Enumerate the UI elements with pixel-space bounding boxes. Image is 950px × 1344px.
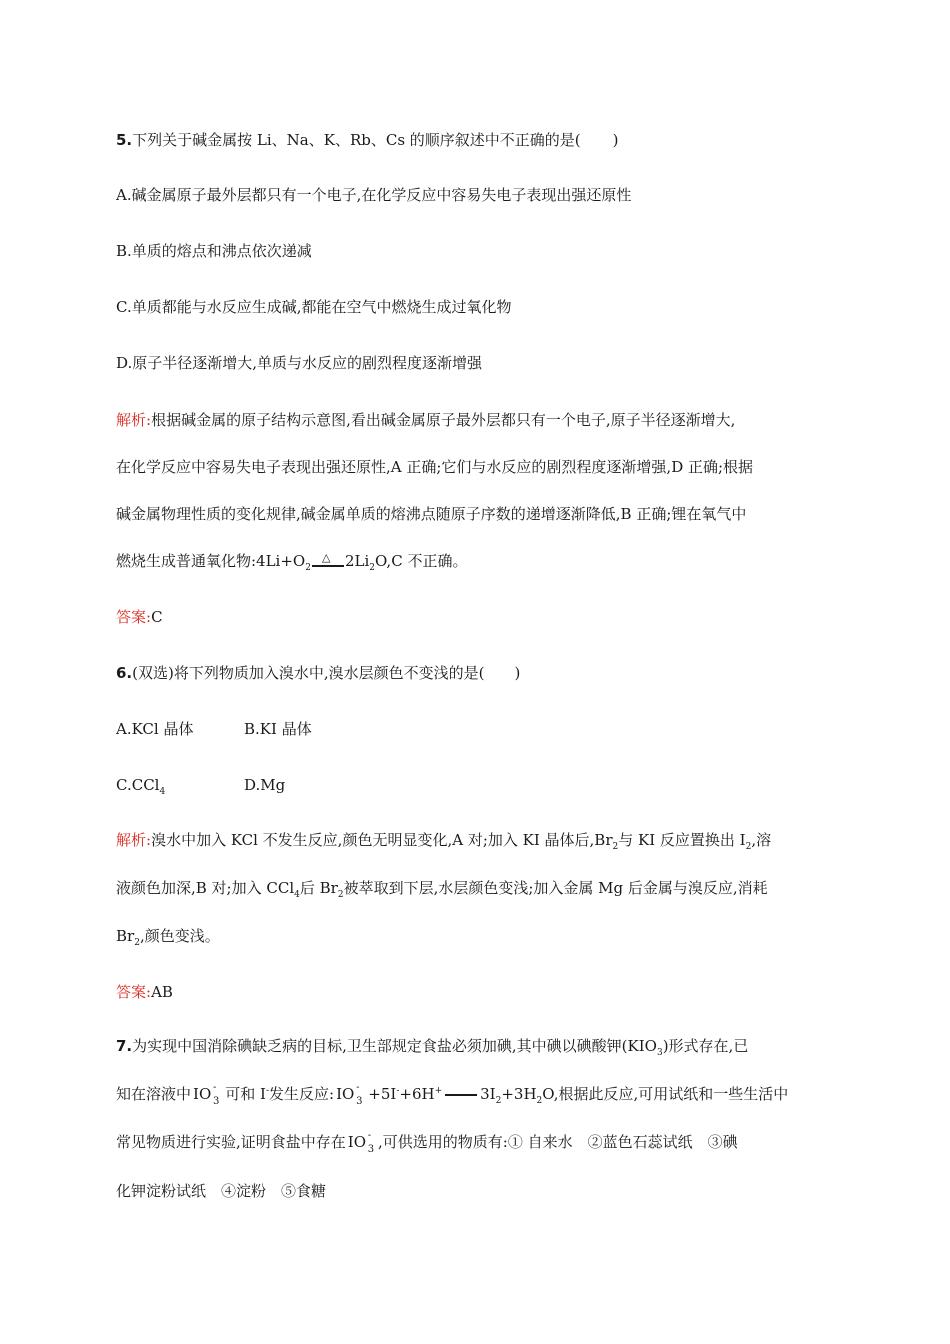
q7-line-1: 7.为实现中国消除碘缺乏病的目标,卫生部规定食盐必须加碘,其中碘以碘酸钾$(KIO_3)$形式存在,已 — [116, 1037, 749, 1058]
q5-option-a: A.碱金属原子最外层都只有一个电子,在化学反应中容易失电子表现出强还原性 — [116, 186, 632, 204]
q5-paren-close: ) — [612, 131, 619, 149]
q6-options-row-1 — [116, 718, 516, 740]
q6-stem: 6.(双选)将下列物质加入溴水中,溴水层颜色不变浅的是( ) — [116, 664, 521, 682]
q5-option-b: B.单质的熔点和沸点依次递减 — [116, 242, 312, 260]
q5-number: 5. — [116, 131, 133, 149]
q6-answer — [116, 981, 173, 1003]
heat-condition-arrow — [312, 551, 344, 569]
q5-answer-label: 答案: — [116, 608, 152, 626]
q7-line-3: 常见物质进行实验,证明食盐中存在 IO - 3 ,可供选用的物质有:① 自来水 ②蓝色石蕊试纸 ③碘 — [116, 1130, 738, 1155]
q6-option-d: D.Mg — [244, 776, 286, 794]
q6-answer-value: AB — [151, 983, 173, 1001]
q7-line-2: 知在溶液中 IO - 3 可和 I-发生反应: IO - 3 +5I-+6H+ $3I_2+3H_2O$,根据此反应,可用试纸和一些生活中 — [116, 1082, 789, 1107]
iodate-ion: IO - 3 — [193, 1082, 220, 1107]
q5-option-d: D.原子半径逐渐增大,单质与水反应的剧烈程度逐渐增强 — [116, 354, 483, 372]
q6-answer-label: 答案: — [116, 983, 152, 1001]
iodate-ion: IO - 3 — [336, 1082, 363, 1107]
q5-stem-text: 下列关于碱金属按 Li、Na、K、Rb、Cs 的顺序叙述中不正确的是( — [132, 131, 581, 149]
q5-stem — [116, 129, 619, 151]
q6-option-a: A.KCl 晶体 — [116, 720, 194, 738]
q5-analysis-line-3: 碱金属物理性质的变化规律,碱金属单质的熔沸点随原子序数的递增逐渐降低,B 正确;锂在氧气中 — [116, 505, 747, 523]
q7-line-4: 化钾淀粉试纸 ④淀粉 ⑤食糖 — [116, 1182, 327, 1200]
q6-stem-text: (双选)将下列物质加入溴水中,溴水层颜色不变浅的是( — [132, 664, 485, 682]
q6-option-c: C.CCl$_4$ — [116, 776, 166, 797]
q6-options-row-2 — [116, 774, 516, 796]
q5-option-c: C.单质都能与水反应生成碱,都能在空气中燃烧生成过氧化物 — [116, 298, 512, 316]
q5-answer-value: C — [151, 608, 163, 626]
q5-answer — [116, 606, 163, 628]
q5-analysis-line-1: 解析:根据碱金属的原子结构示意图,看出碱金属原子最外层都只有一个电子,原子半径逐渐增大, — [116, 411, 736, 429]
equals-arrow — [445, 1094, 477, 1096]
q6-option-b: B.KI 晶体 — [244, 720, 312, 738]
q6-number: 6. — [116, 664, 133, 682]
delta-icon: △ — [321, 551, 331, 564]
q6-analysis-line-1: 解析:溴水中加入 KCl 不发生反应,颜色无明显变化,A 对;加入 KI 晶体后$,Br_2$与 KI 反应置换出 $I_2$,溶 — [116, 831, 772, 852]
q6-analysis-line-2: 液颜色加深,B 对;加入 CCl$_4$后 $Br_2$被萃取到下层,水层颜色变浅;加入金属 Mg 后金属与溴反应,消耗 — [116, 879, 768, 900]
q6-analysis-line-3: $Br_2$,颜色变浅。 — [116, 927, 220, 948]
iodate-ion: IO - 3 — [347, 1130, 375, 1155]
q5-analysis-label: 解析: — [116, 411, 152, 429]
q6-analysis-label: 解析: — [116, 831, 152, 849]
q5-analysis-line-4: 燃烧生成普通氧化物$:4Li+O_2$ △ $2Li_2O,C$ 不正确。 — [116, 550, 467, 572]
q7-number: 7. — [116, 1037, 133, 1055]
q5-analysis-line-2: 在化学反应中容易失电子表现出强还原性,A 正确;它们与水反应的剧烈程度逐渐增强,D 正确;根据 — [116, 458, 754, 476]
